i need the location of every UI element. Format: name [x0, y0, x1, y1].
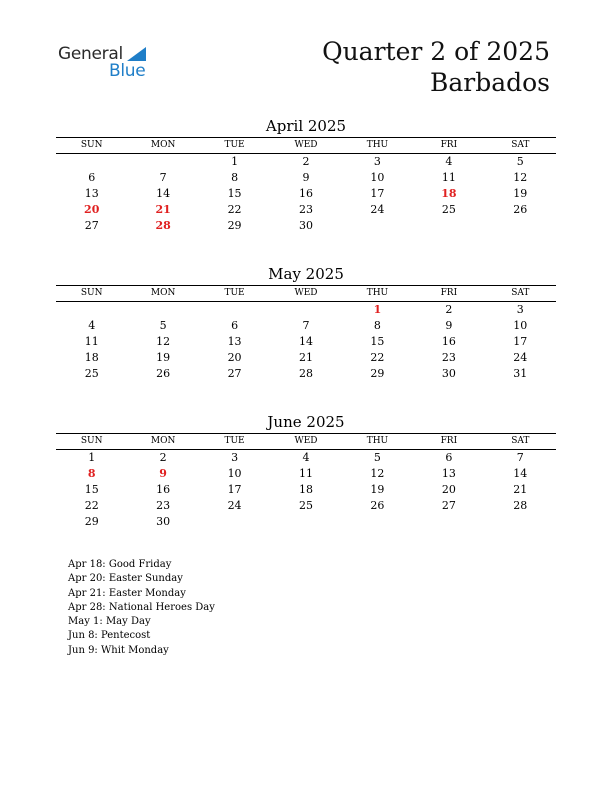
calendar-date: 19 [513, 187, 528, 200]
weekday-label: MON [150, 288, 176, 298]
empty-cell [342, 218, 413, 234]
holiday-list-item: May 1: May Day [68, 616, 151, 628]
week-row [56, 350, 556, 366]
week-row [56, 498, 556, 514]
calendar-date: 1 [88, 451, 96, 464]
calendar-date: 31 [513, 367, 528, 380]
calendar-date: 12 [513, 171, 528, 184]
calendar-date: 29 [84, 515, 99, 528]
weekday-label: TUE [224, 288, 245, 298]
calendar-date: 9 [445, 319, 453, 332]
calendar-date: 29 [370, 367, 385, 380]
empty-cell [56, 154, 127, 170]
calendar-date: 26 [370, 499, 385, 512]
calendar-date: 14 [156, 187, 171, 200]
week-row [56, 318, 556, 334]
weekday-label: THU [366, 436, 389, 446]
week-row [56, 170, 556, 186]
calendar-date: 1 [231, 155, 239, 168]
calendar-date: 7 [302, 319, 310, 332]
calendar-date: 4 [302, 451, 310, 464]
calendar-date: 27 [441, 499, 456, 512]
weekday-header-row [56, 286, 556, 302]
calendar-date: 17 [227, 483, 242, 496]
month-title: April 2025 [265, 117, 347, 135]
month-grid [56, 433, 556, 530]
calendar-date: 18 [84, 351, 99, 364]
week-row [56, 154, 556, 170]
calendar-date: 6 [445, 451, 453, 464]
calendar-date: 30 [441, 367, 456, 380]
weekday-label: TUE [224, 140, 245, 150]
calendar-date: 30 [156, 515, 171, 528]
holiday-date: 9 [159, 467, 167, 480]
calendar-date: 3 [373, 155, 381, 168]
page-header [322, 36, 550, 98]
empty-cell [485, 218, 556, 234]
month-calendar-april [56, 116, 556, 234]
weekday-label: WED [294, 140, 318, 150]
holiday-list-item: Apr 21: Easter Monday [68, 587, 186, 599]
calendar-date: 27 [84, 219, 99, 232]
holiday-list-item: Jun 8: Pentecost [68, 630, 151, 642]
country-name: Barbados [429, 68, 550, 97]
calendar-date: 27 [227, 367, 242, 380]
weekday-label: MON [150, 140, 176, 150]
calendar-date: 16 [298, 187, 313, 200]
page-title: Quarter 2 of 2025 [322, 37, 550, 66]
calendar-date: 21 [298, 351, 313, 364]
calendar-date: 5 [159, 319, 167, 332]
holiday-list-item: Apr 18: Good Friday [68, 559, 172, 570]
calendar-date: 26 [513, 203, 528, 216]
calendar-date: 4 [445, 155, 453, 168]
calendar-date: 23 [156, 499, 171, 512]
month-calendar-june [56, 412, 556, 530]
week-row [56, 202, 556, 218]
calendar-date: 20 [227, 351, 242, 364]
calendar-date: 18 [298, 483, 313, 496]
week-row [56, 366, 556, 382]
empty-cell [270, 514, 341, 530]
calendar-date: 17 [513, 335, 528, 348]
month-grid [56, 285, 556, 382]
calendar-date: 11 [298, 467, 313, 480]
month-calendar-may [56, 264, 556, 382]
empty-cell [270, 302, 341, 318]
empty-cell [485, 514, 556, 530]
empty-cell [127, 154, 198, 170]
week-row [56, 334, 556, 350]
month-title: May 2025 [268, 265, 344, 283]
calendar-date: 25 [441, 203, 456, 216]
calendar-date: 23 [441, 351, 456, 364]
calendar-date: 11 [441, 171, 456, 184]
calendar-date: 24 [370, 203, 385, 216]
logo-triangle-icon [127, 47, 146, 61]
calendar-date: 25 [298, 499, 313, 512]
weekday-label: WED [294, 288, 318, 298]
week-row [56, 466, 556, 482]
holiday-list-item: Apr 28: National Heroes Day [68, 601, 215, 613]
calendar-date: 13 [441, 467, 456, 480]
calendar-date: 19 [370, 483, 385, 496]
calendar-date: 16 [441, 335, 456, 348]
weekday-label: FRI [440, 436, 458, 446]
week-row [56, 186, 556, 202]
weekday-label: SUN [80, 140, 103, 150]
empty-cell [199, 302, 270, 318]
calendar-date: 21 [513, 483, 528, 496]
calendar-date: 20 [441, 483, 456, 496]
calendar-date: 17 [370, 187, 385, 200]
empty-cell [127, 302, 198, 318]
calendar-date: 2 [159, 451, 167, 464]
holiday-list-item: Apr 20: Easter Sunday [68, 573, 183, 585]
empty-cell [413, 514, 484, 530]
calendar-date: 8 [373, 319, 381, 332]
weekday-label: MON [150, 436, 176, 446]
calendar-date: 5 [516, 155, 524, 168]
empty-cell [342, 514, 413, 530]
weekday-label: SAT [511, 140, 530, 150]
holiday-date: 21 [155, 203, 171, 216]
calendar-date: 14 [513, 467, 528, 480]
weekday-header-row [56, 138, 556, 154]
holiday-list [68, 558, 215, 658]
calendar-date: 12 [370, 467, 385, 480]
generalblue-logo [58, 44, 158, 80]
calendar-date: 6 [231, 319, 239, 332]
weekday-label: TUE [224, 436, 245, 446]
week-row [56, 218, 556, 234]
calendar-date: 3 [516, 303, 524, 316]
week-row [56, 482, 556, 498]
week-row [56, 302, 556, 318]
calendar-date: 16 [156, 483, 171, 496]
calendar-date: 28 [513, 499, 528, 512]
holiday-list-item: Jun 9: Whit Monday [68, 644, 169, 656]
holiday-date: 18 [441, 187, 457, 200]
calendar-date: 2 [302, 155, 310, 168]
calendar-date: 24 [227, 499, 242, 512]
calendar-date: 19 [156, 351, 171, 364]
weekday-label: SAT [511, 288, 530, 298]
calendar-date: 3 [231, 451, 239, 464]
month-grid [56, 137, 556, 234]
holiday-date: 28 [155, 219, 171, 232]
calendar-date: 7 [159, 171, 167, 184]
calendar-date: 6 [88, 171, 96, 184]
calendar-date: 10 [370, 171, 385, 184]
empty-cell [413, 218, 484, 234]
weekday-label: THU [366, 140, 389, 150]
holiday-date: 8 [87, 467, 96, 480]
calendar-date: 4 [88, 319, 96, 332]
calendar-date: 24 [513, 351, 528, 364]
month-title: June 2025 [267, 413, 345, 431]
calendar-date: 7 [516, 451, 524, 464]
calendar-date: 14 [298, 335, 313, 348]
calendar-date: 11 [84, 335, 99, 348]
calendar-date: 10 [513, 319, 528, 332]
calendar-date: 26 [156, 367, 171, 380]
calendar-date: 13 [84, 187, 99, 200]
calendar-date: 22 [227, 203, 242, 216]
holiday-date: 1 [373, 303, 382, 316]
calendar-date: 15 [227, 187, 242, 200]
calendar-date: 13 [227, 335, 242, 348]
weekday-label: SUN [80, 436, 103, 446]
weekday-header-row [56, 434, 556, 450]
calendar-date: 29 [227, 219, 242, 232]
calendar-date: 23 [298, 203, 313, 216]
calendar-date: 9 [302, 171, 310, 184]
calendar-date: 12 [156, 335, 171, 348]
calendar-date: 5 [373, 451, 381, 464]
calendar-date: 25 [84, 367, 99, 380]
calendar-date: 22 [84, 499, 99, 512]
weekday-label: THU [366, 288, 389, 298]
calendar-date: 8 [231, 171, 239, 184]
calendar-date: 28 [298, 367, 313, 380]
empty-cell [199, 514, 270, 530]
calendar-date: 15 [370, 335, 385, 348]
calendar-date: 22 [370, 351, 385, 364]
holiday-date: 20 [84, 203, 100, 216]
logo-text-general: General [58, 44, 123, 64]
weekday-label: SAT [511, 436, 530, 446]
calendar-date: 30 [298, 219, 313, 232]
calendar-date: 10 [227, 467, 242, 480]
calendar-date: 15 [84, 483, 99, 496]
logo-text-blue: Blue [109, 61, 146, 81]
week-row [56, 450, 556, 466]
week-row [56, 514, 556, 530]
empty-cell [56, 302, 127, 318]
weekday-label: WED [294, 436, 318, 446]
calendar-date: 2 [445, 303, 453, 316]
weekday-label: FRI [440, 140, 458, 150]
weekday-label: FRI [440, 288, 458, 298]
weekday-label: SUN [80, 288, 103, 298]
